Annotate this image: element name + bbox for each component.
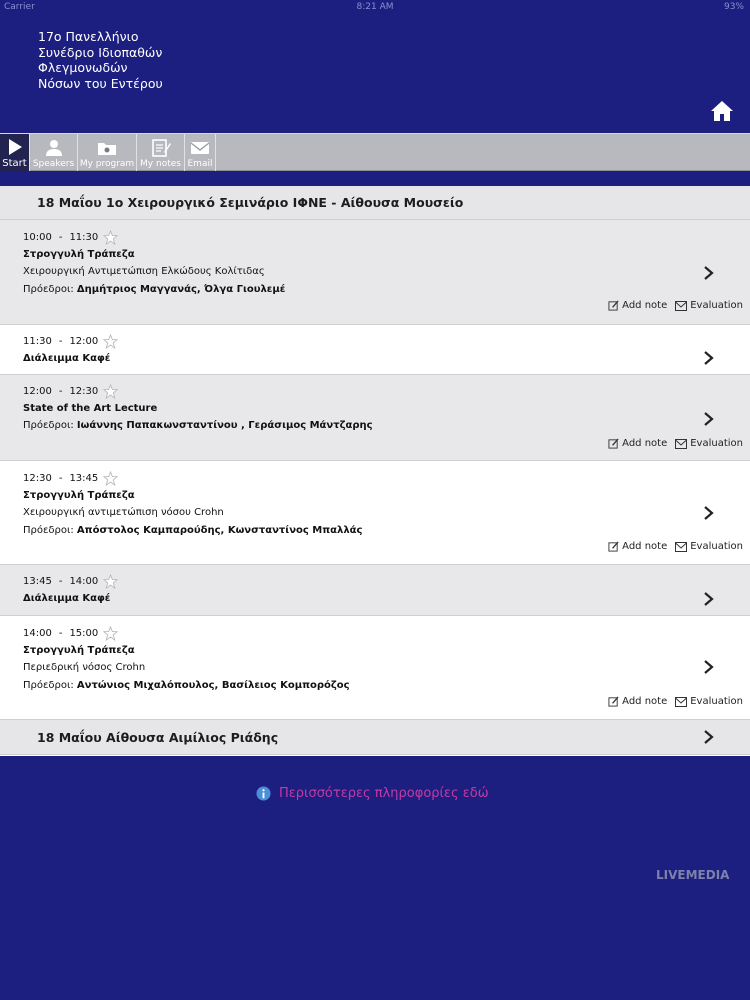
chevron-right-icon[interactable]: [702, 412, 714, 426]
more-info-link[interactable]: [256, 786, 489, 801]
home-icon[interactable]: [710, 100, 734, 122]
add-note-label: Add note: [622, 300, 668, 311]
status-bar: [0, 0, 750, 14]
chevron-right-icon[interactable]: [702, 266, 714, 280]
favorite-star-icon[interactable]: [103, 471, 118, 486]
time-separator: -: [58, 335, 63, 347]
session-actions: [608, 438, 743, 449]
title-line: 17ο Πανελλήνιο: [38, 29, 139, 44]
session-chairs: [23, 281, 750, 299]
envelope-icon: [675, 301, 687, 311]
tab-start[interactable]: [0, 134, 30, 171]
evaluation-label: Evaluation: [690, 300, 743, 311]
tab-label: My program: [79, 159, 135, 169]
session-actions: [608, 300, 743, 311]
time-end: 15:00: [69, 627, 99, 639]
add-note-button[interactable]: [608, 438, 667, 449]
time-separator: -: [58, 472, 63, 484]
session-chairs: [23, 522, 750, 540]
more-info-text: Περισσότερες πληροφορίες εδώ: [279, 786, 489, 801]
time-start: 13:45: [23, 575, 52, 587]
session-title: Στρογγυλή Τράπεζα: [23, 645, 135, 656]
session-row[interactable]: [0, 325, 750, 375]
favorite-star-icon[interactable]: [103, 574, 118, 589]
tab-speakers[interactable]: [30, 134, 78, 171]
chevron-right-icon[interactable]: [702, 351, 714, 365]
session-time: [23, 228, 750, 246]
time-start: 14:00: [23, 627, 52, 639]
chevron-right-icon[interactable]: [702, 592, 714, 606]
edit-icon: [608, 696, 619, 707]
time-start: 12:00: [23, 385, 52, 397]
add-note-label: Add note: [622, 541, 668, 552]
time-start: 11:30: [23, 335, 52, 347]
session-title: Διάλειμμα Καφέ: [23, 353, 111, 364]
time-separator: -: [58, 385, 63, 397]
evaluation-button[interactable]: [675, 300, 743, 311]
time-separator: -: [58, 627, 63, 639]
session-chairs: [23, 677, 750, 695]
session-subtitle: Περιεδρική νόσος Crohn: [23, 662, 146, 673]
envelope-icon: [675, 542, 687, 552]
section-header[interactable]: 18 Μαΐου 1ο Χειρουργικό Σεμινάριο ΙΦΝΕ - Αίθουσα Μουσείο: [0, 186, 750, 220]
time-separator: -: [58, 575, 63, 587]
session-actions: [608, 696, 743, 707]
evaluation-button[interactable]: [675, 438, 743, 449]
add-note-button[interactable]: [608, 541, 667, 552]
time-start: 10:00: [23, 231, 52, 243]
session-time: [23, 382, 750, 400]
session-actions: [608, 541, 743, 552]
session-time: [23, 572, 750, 590]
favorite-star-icon[interactable]: [103, 334, 118, 349]
play-icon: [4, 137, 26, 157]
chairs-label: Πρόεδροι:: [23, 284, 74, 295]
chevron-right-icon[interactable]: [702, 506, 714, 520]
tab-label: My notes: [140, 159, 181, 169]
time-end: 11:30: [69, 231, 99, 243]
session-chairs: [23, 417, 750, 435]
section-title: 18 Μαΐου Αίθουσα Αιμίλιος Ριάδης: [37, 729, 279, 745]
title-line: Νόσων του Εντέρου: [38, 75, 163, 91]
evaluation-label: Evaluation: [690, 541, 743, 552]
add-note-label: Add note: [622, 696, 668, 707]
favorite-star-icon[interactable]: [103, 384, 118, 399]
time-separator: -: [58, 231, 63, 243]
brand-logo: LIVEMEDIA: [656, 868, 730, 882]
chairs-names: Αντώνιος Μιχαλόπουλος, Βασίλειος Κομπορόζος: [76, 680, 350, 691]
time-end: 12:30: [69, 385, 99, 397]
session-row[interactable]: [0, 375, 750, 461]
chevron-right-icon[interactable]: [702, 730, 714, 744]
session-title: Στρογγυλή Τράπεζα: [23, 249, 135, 260]
tab-label: Start: [2, 158, 27, 169]
favorite-star-icon[interactable]: [103, 626, 118, 641]
session-subtitle: Χειρουργική αντιμετώπιση νόσου Crohn: [23, 507, 224, 518]
add-note-button[interactable]: [608, 696, 667, 707]
notes-icon: [150, 138, 172, 158]
chairs-names: Ιωάννης Παπακωνσταντίνου , Γεράσιμος Μάντζαρης: [76, 420, 373, 431]
folder-icon: [96, 138, 118, 158]
session-title: Διάλειμμα Καφέ: [23, 593, 111, 604]
envelope-icon: [675, 439, 687, 449]
time-end: 14:00: [69, 575, 99, 587]
email-icon: [189, 138, 211, 158]
tab-label: Speakers: [32, 159, 75, 169]
chairs-label: Πρόεδροι:: [23, 680, 74, 691]
session-time: [23, 332, 750, 350]
session-subtitle: Χειρουργική Αντιμετώπιση Ελκώδους Κολίτιδας: [23, 266, 265, 277]
session-row[interactable]: [0, 220, 750, 325]
carrier-label: Carrier: [4, 2, 35, 12]
tab-my-program[interactable]: [78, 134, 137, 171]
session-time: [23, 624, 750, 642]
tab-label: Email: [187, 159, 213, 169]
tab-my-notes[interactable]: [137, 134, 185, 171]
chairs-label: Πρόεδροι:: [23, 525, 74, 536]
program-list: [0, 186, 750, 756]
tab-email[interactable]: [185, 134, 216, 171]
session-title: Στρογγυλή Τράπεζα: [23, 490, 135, 501]
favorite-star-icon[interactable]: [103, 230, 118, 245]
conference-title: [38, 29, 163, 91]
evaluation-button[interactable]: [675, 541, 743, 552]
add-note-button[interactable]: [608, 300, 667, 311]
envelope-icon: [675, 697, 687, 707]
edit-icon: [608, 438, 619, 449]
battery-label: 93%: [723, 2, 744, 12]
session-time: [23, 469, 750, 487]
time-end: 13:45: [69, 472, 99, 484]
section-header[interactable]: [0, 720, 750, 755]
evaluation-label: Evaluation: [690, 696, 743, 707]
add-note-label: Add note: [622, 438, 668, 449]
time-start: 12:30: [23, 472, 52, 484]
evaluation-button[interactable]: [675, 696, 743, 707]
chairs-names: Δημήτριος Μαγγανάς, Όλγα Γιουλεμέ: [76, 284, 286, 295]
evaluation-label: Evaluation: [690, 438, 743, 449]
title-line: Συνέδριο Ιδιοπαθών: [38, 44, 163, 60]
chevron-right-icon[interactable]: [702, 660, 714, 674]
session-row[interactable]: [0, 565, 750, 616]
session-title: State of the Art Lecture: [23, 403, 158, 414]
clock: 8:21 AM: [356, 2, 394, 12]
info-icon: [256, 786, 271, 801]
time-end: 12:00: [69, 335, 99, 347]
edit-icon: [608, 300, 619, 311]
session-row[interactable]: [0, 616, 750, 720]
speakers-icon: [43, 138, 65, 158]
edit-icon: [608, 541, 619, 552]
chairs-names: Απόστολος Καμπαρούδης, Κωνσταντίνος Μπαλλάς: [76, 525, 363, 536]
session-row[interactable]: [0, 461, 750, 565]
title-line: Φλεγμονωδών: [38, 60, 128, 75]
tab-bar: [0, 133, 750, 171]
chairs-label: Πρόεδροι:: [23, 420, 74, 431]
